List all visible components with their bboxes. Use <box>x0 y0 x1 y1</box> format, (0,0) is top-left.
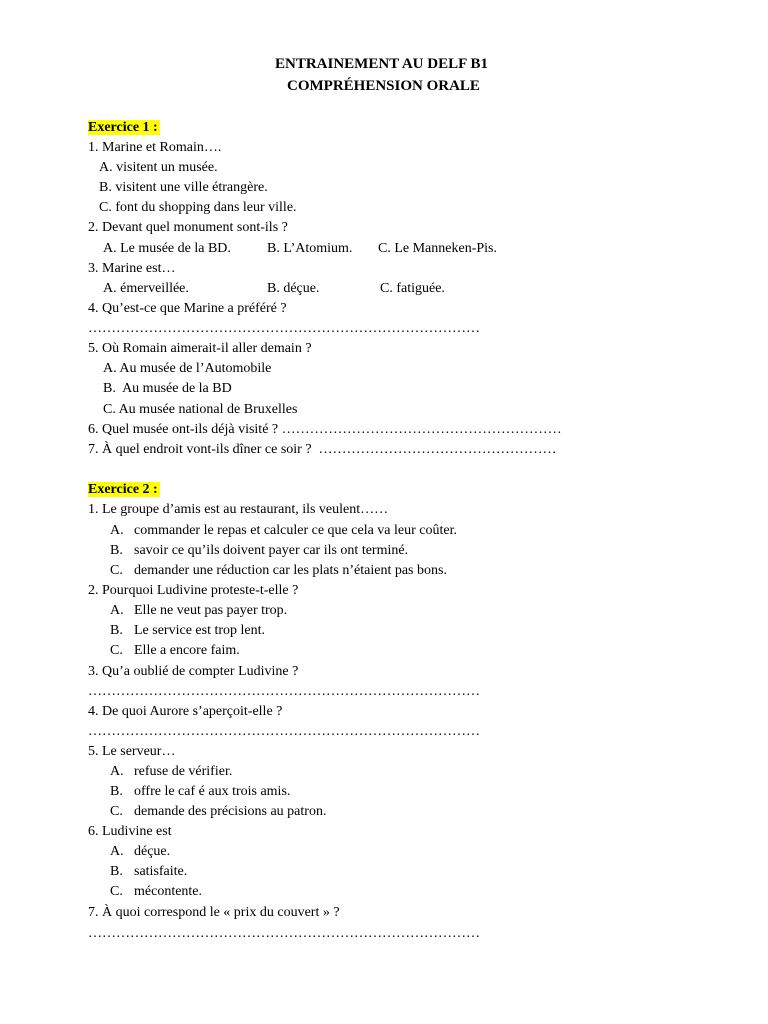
ex2-q1-option-c: demander une réduction car les plats n’étaient pas bons. <box>134 563 447 578</box>
ex1-q2-option-c: C. Le Manneken-Pis. <box>378 241 497 256</box>
ex2-q7-answer-line: ………………………………………………………………………… <box>88 926 480 941</box>
ex1-q2-option-b: B. L’Atomium. <box>267 241 353 256</box>
ex1-question-7: 7. À quel endroit vont-ils dîner ce soir ? …………………………………………… <box>88 442 557 457</box>
ex2-q6-option-c: mécontente. <box>134 884 203 899</box>
ex2-question-1: 1. Le groupe d’amis est au restaurant, ils veulent…… <box>88 502 389 517</box>
ex2-q2-letter-a: A. <box>110 603 124 618</box>
ex2-q1-letter-b: B. <box>110 543 123 558</box>
ex2-q2-letter-b: B. <box>110 623 123 638</box>
ex2-q3-answer-line: ………………………………………………………………………… <box>88 684 480 699</box>
ex2-q2-option-c: Elle a encore faim. <box>134 643 240 658</box>
ex1-q1-option-a: A. visitent un musée. <box>99 160 218 175</box>
ex2-q5-option-b: offre le caf é aux trois amis. <box>134 784 291 799</box>
ex2-question-2: 2. Pourquoi Ludivine proteste-t-elle ? <box>88 583 299 598</box>
ex2-q5-option-a: refuse de vérifier. <box>134 764 233 779</box>
ex2-question-6: 6. Ludivine est <box>88 824 172 839</box>
ex2-q6-option-b: satisfaite. <box>134 864 188 879</box>
ex2-q1-option-a: commander le repas et calculer ce que cela va leur coûter. <box>134 523 457 538</box>
ex1-question-1: 1. Marine et Romain…. <box>88 140 222 155</box>
ex1-q1-option-b: B. visitent une ville étrangère. <box>99 180 268 195</box>
ex2-question-7: 7. À quoi correspond le « prix du couvert » ? <box>88 905 340 920</box>
ex1-question-3: 3. Marine est… <box>88 261 176 276</box>
title-line-1: ENTRAINEMENT AU DELF B1 <box>275 56 488 72</box>
ex1-q3-option-a: A. émerveillée. <box>103 281 189 296</box>
ex2-q5-letter-a: A. <box>110 764 124 779</box>
ex2-question-3: 3. Qu’a oublié de compter Ludivine ? <box>88 664 299 679</box>
ex2-q6-option-a: déçue. <box>134 844 171 859</box>
exercise-2-heading: Exercice 2 : <box>88 482 158 497</box>
ex2-question-5: 5. Le serveur… <box>88 744 176 759</box>
ex1-q4-answer-line: ………………………………………………………………………… <box>88 321 480 336</box>
ex2-q2-option-a: Elle ne veut pas payer trop. <box>134 603 288 618</box>
ex1-question-5: 5. Où Romain aimerait-il aller demain ? <box>88 341 312 356</box>
ex2-q6-letter-c: C. <box>110 884 123 899</box>
ex1-q5-option-b: B. Au musée de la BD <box>103 381 232 396</box>
ex2-q5-letter-c: C. <box>110 804 123 819</box>
ex2-q6-letter-b: B. <box>110 864 123 879</box>
ex2-q5-option-c: demande des précisions au patron. <box>134 804 327 819</box>
ex2-q1-letter-a: A. <box>110 523 124 538</box>
ex1-q5-option-a: A. Au musée de l’Automobile <box>103 361 272 376</box>
ex1-question-4: 4. Qu’est-ce que Marine a préféré ? <box>88 301 287 316</box>
ex1-q2-option-a: A. Le musée de la BD. <box>103 241 231 256</box>
ex1-q1-option-c: C. font du shopping dans leur ville. <box>99 200 297 215</box>
ex2-question-4: 4. De quoi Aurore s’aperçoit-elle ? <box>88 704 283 719</box>
ex1-q3-option-b: B. déçue. <box>267 281 320 296</box>
ex2-q1-letter-c: C. <box>110 563 123 578</box>
exercise-1-heading: Exercice 1 : <box>88 120 158 135</box>
ex1-q5-option-c: C. Au musée national de Bruxelles <box>103 402 298 417</box>
ex1-q3-option-c: C. fatiguée. <box>380 281 445 296</box>
ex2-q5-letter-b: B. <box>110 784 123 799</box>
ex2-q2-letter-c: C. <box>110 643 123 658</box>
ex2-q6-letter-a: A. <box>110 844 124 859</box>
ex1-question-2: 2. Devant quel monument sont-ils ? <box>88 220 288 235</box>
ex2-q2-option-b: Le service est trop lent. <box>134 623 266 638</box>
ex2-q1-option-b: savoir ce qu’ils doivent payer car ils ont terminé. <box>134 543 409 558</box>
ex1-question-6: 6. Quel musée ont-ils déjà visité ? …………………………………………………… <box>88 422 562 437</box>
title-line-2: COMPRÉHENSION ORALE <box>287 78 480 94</box>
ex2-q4-answer-line: ………………………………………………………………………… <box>88 724 480 739</box>
